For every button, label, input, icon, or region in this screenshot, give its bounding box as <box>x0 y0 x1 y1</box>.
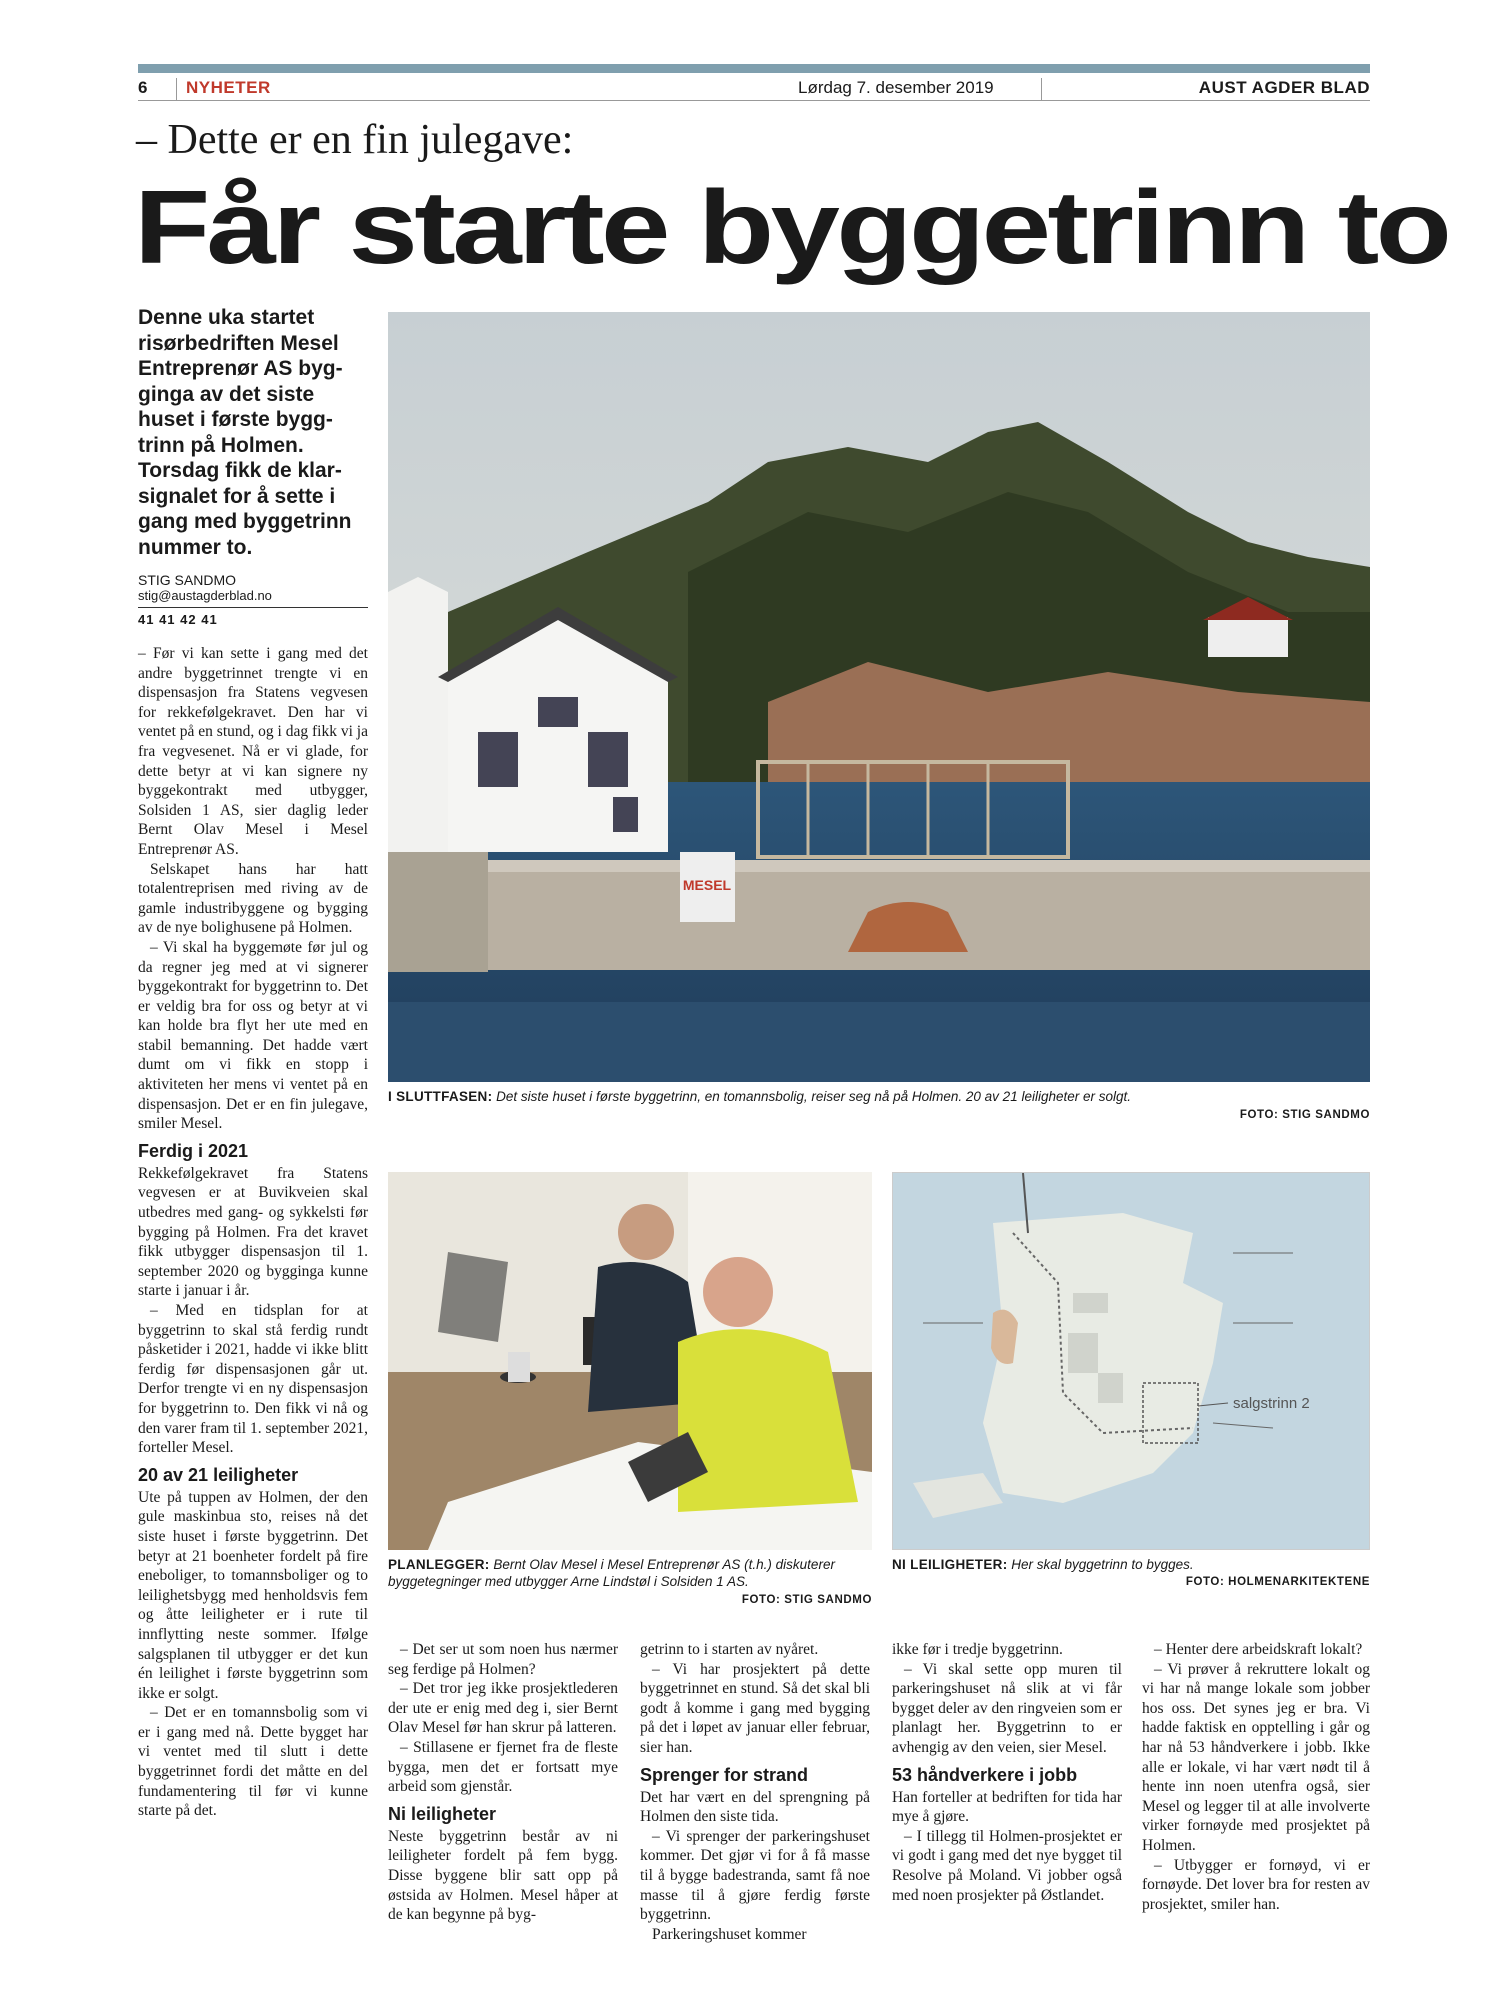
sign-text: MESEL <box>682 877 732 893</box>
issue-date: Lørdag 7. desember 2019 <box>798 78 994 97</box>
kicker: – Dette er en fin julegave: <box>136 117 574 163</box>
paragraph: Han forteller at bedriften for tida har mye å gjøre. <box>892 1788 1122 1826</box>
paragraph: Parkeringshuset kommer <box>652 1925 807 1943</box>
header-divider <box>1041 78 1042 100</box>
photo-credit: FOTO: STIG SANDMO <box>1239 1109 1370 1121</box>
main-photo-caption <box>388 1088 1370 1105</box>
page-header <box>138 78 1370 101</box>
photo-credit: FOTO: HOLMENARKITEKTENE <box>1185 1576 1370 1588</box>
paragraph: – Stillasene er fjernet fra de fleste bygga, men det er fortsatt mye arbeid som gjenstår. <box>388 1738 618 1796</box>
byline-name: STIG SANDMO <box>138 572 237 588</box>
paragraph: – Vi skal ha byggemøte før jul og da regner jeg med at vi signerer byggekontrakt for byggetrinn to. Det er veldig bra for oss og betyr at vi kan holde bra flyt her ute med en stabil bemanning. Det hadde vært dumt om vi fikk en stopp i aktiviteten her mens vi ventet på en dispensasjon. Det er en fin julegave, smiler Mesel. <box>138 938 368 1133</box>
newspaper-name: AUST AGDER BLAD <box>1198 78 1370 97</box>
column-1 <box>138 644 368 1821</box>
paragraph: getrinn to i starten av nyåret. <box>640 1641 819 1658</box>
section-label: NYHETER <box>186 78 271 97</box>
caption-text: Det siste huset i første byggetrinn, en tomannsbolig, reiser seg nå på Holmen. 20 av 21 leiligheter er solgt. <box>496 1089 1132 1104</box>
paragraph: – Henter dere arbeidskraft lokalt? <box>1154 1641 1363 1658</box>
main-photo-illustration <box>388 312 1370 1082</box>
paragraph: Det har vært en del sprengning på Holmen den siste tida. <box>640 1788 870 1826</box>
paragraph: – Vi prøver å rekruttere lokalt og vi har nå mange lokale som jobber hos oss. Det synes jeg er bra. Vi hadde faktisk en opptelling i går og har nå 53 håndverkere i jobb. Ikke alle er lokale, vi har vært nødt til å hente inn noen utenfra også, sier Mesel og legger til at alle involverte virker fornøyde med prosjektet på Holmen. <box>1142 1660 1370 1854</box>
byline-phone: 41 41 42 41 <box>138 612 218 627</box>
paragraph: ikke før i tredje byggetrinn. <box>892 1641 1063 1658</box>
site-map-illustration <box>893 1173 1369 1549</box>
paragraph: Neste byggetrinn består av ni leiligheter fordelt på fem bygg. Disse byggene blir satt opp på østsida av Holmen. Mesel håper at de kan begynne på byg- <box>388 1827 618 1924</box>
map-caption <box>892 1556 1370 1573</box>
subheading: Sprenger for strand <box>640 1764 809 1785</box>
page-number: 6 <box>138 78 148 97</box>
byline-email: stig@austagderblad.no <box>138 588 272 603</box>
paragraph: – Det ser ut som noen hus nærmer seg ferdige på Holmen? <box>388 1641 618 1678</box>
byline-rule <box>138 607 368 608</box>
lead-paragraph: Denne uka startet risørbedriften Mesel Entreprenør AS bygginga av det siste huset i første byggtrinn på Holmen. Torsdag fikk de klarsignalet for å sette i gang med byggetrinn nummer to. <box>138 306 352 559</box>
header-bar <box>138 64 1370 73</box>
meeting-photo <box>388 1172 872 1550</box>
paragraph: – Utbygger er fornøyd, vi er fornøyde. Det lover bra for resten av prosjektet, smiler han. <box>1142 1856 1370 1913</box>
meeting-photo-caption <box>388 1556 872 1590</box>
paragraph: – Det tror jeg ikke prosjektlederen der ute er enig med deg i, sier Bernt Olav Mesel før han skrur på latteren. <box>388 1680 618 1737</box>
subheading: 20 av 21 leiligheter <box>138 1464 299 1485</box>
paragraph: Selskapet hans har hatt totalentreprisen med riving av de gamle industribyggene og bygging av de nye bolighusene på Holmen. <box>138 860 368 937</box>
paragraph: – Vi har prosjektert på dette byggetrinnet en stund. Så det skal bli godt å komme i gang med bygging på det i løpet av januar eller februar, sier han. <box>640 1660 870 1756</box>
caption-label: I SLUTTFASEN: <box>388 1089 493 1104</box>
map-label: salgstrinn 2 <box>1233 1395 1310 1412</box>
site-map <box>892 1172 1370 1550</box>
column-5 <box>1142 1640 1370 1914</box>
subheading: 53 håndverkere i jobb <box>892 1764 1078 1785</box>
paragraph: Ute på tuppen av Holmen, der den gule maskinbua sto, reises nå det siste huset i første byggetrinn. Det betyr at 21 boenheter fordelt på fire eneboliger, to tomannsboliger og to leilighetsbygg med henholdsvis fem og åtte leiligheter er i rute til innflytting neste sommer. Ifølge salgsplanen til utbygger er det kun én leilighet i første byggetrinn som ikke er solgt. <box>138 1488 368 1702</box>
caption-text: Her skal byggetrinn to bygges. <box>1011 1557 1194 1572</box>
paragraph: – Vi sprenger der parkeringshuset kommer. Det gjør vi for å få masse til å bygge badestranda, samt få noe masse til å gjøre ferdig første byggetrinn. <box>640 1827 870 1924</box>
paragraph: – Med en tidsplan for at byggetrinn to skal stå ferdig rundt påsketider i 2021, hadde vi ikke blitt ferdig før dispensasjonen går ut. Derfor trengte vi en ny dispensasjon for byggetrinn to. Den fikk vi nå og den varer fram til 1. september 2021, forteller Mesel. <box>138 1302 368 1457</box>
subheading: Ni leiligheter <box>388 1803 497 1824</box>
column-4 <box>892 1640 1122 1905</box>
meeting-photo-illustration <box>388 1172 872 1550</box>
main-photo <box>388 312 1370 1082</box>
paragraph: – I tillegg til Holmen-prosjektet er vi godt i gang med det nye bygget til Resolve på Moland. Vi jobber også med noen prosjekter på Østlandet. <box>892 1827 1122 1904</box>
column-2 <box>388 1640 618 1925</box>
column-3 <box>640 1640 870 1944</box>
subheading: Ferdig i 2021 <box>138 1140 249 1161</box>
caption-label: PLANLEGGER: <box>388 1557 490 1572</box>
caption-text: Bernt Olav Mesel i Mesel Entreprenør AS (t.h.) diskuterer byggetegninger med utbygger Arne Lindstøl i Solsiden 1 AS. <box>388 1557 835 1589</box>
header-divider <box>176 78 177 100</box>
paragraph: – Før vi kan sette i gang med det andre byggetrinnet trengte vi en dispensasjon fra Statens vegvesen for rekkefølgekravet. Den har vi ventet på en stund, og i dag fikk vi ja fra vegvesenet. Nå er vi glade, for dette betyr at vi kan signere ny byggekontrakt med utbygger, Solsiden 1 AS, sier daglig leder Bernt Olav Mesel i Mesel Entreprenør AS. <box>138 645 368 858</box>
photo-credit: FOTO: STIG SANDMO <box>741 1594 872 1606</box>
paragraph: – Vi skal sette opp muren til parkeringshuset nå slik at vi får bygget deler av den ringveien som er planlagt her. Byggetrinn to er avhengig av den veien, sier Mesel. <box>892 1660 1122 1756</box>
byline <box>138 572 368 628</box>
caption-label: NI LEILIGHETER: <box>892 1557 1008 1572</box>
headline: Får starte byggetrinn to <box>134 170 1449 286</box>
paragraph: Rekkefølgekravet fra Statens vegvesen er at Buvikveien skal utbedres med gang- og sykkelsti før bygging på Holmen. Fra det kravet fikk utbygger dispensasjon til 1. september 2020 og bygginga kunne starte i januar i år. <box>138 1164 368 1300</box>
paragraph: – Det er en tomannsbolig som vi er i gang med nå. Dette bygget har vi ventet med til slutt i dette byggetrinnet fordi det måtte en del fundamentering til før vi kunne starte på det. <box>138 1704 368 1820</box>
